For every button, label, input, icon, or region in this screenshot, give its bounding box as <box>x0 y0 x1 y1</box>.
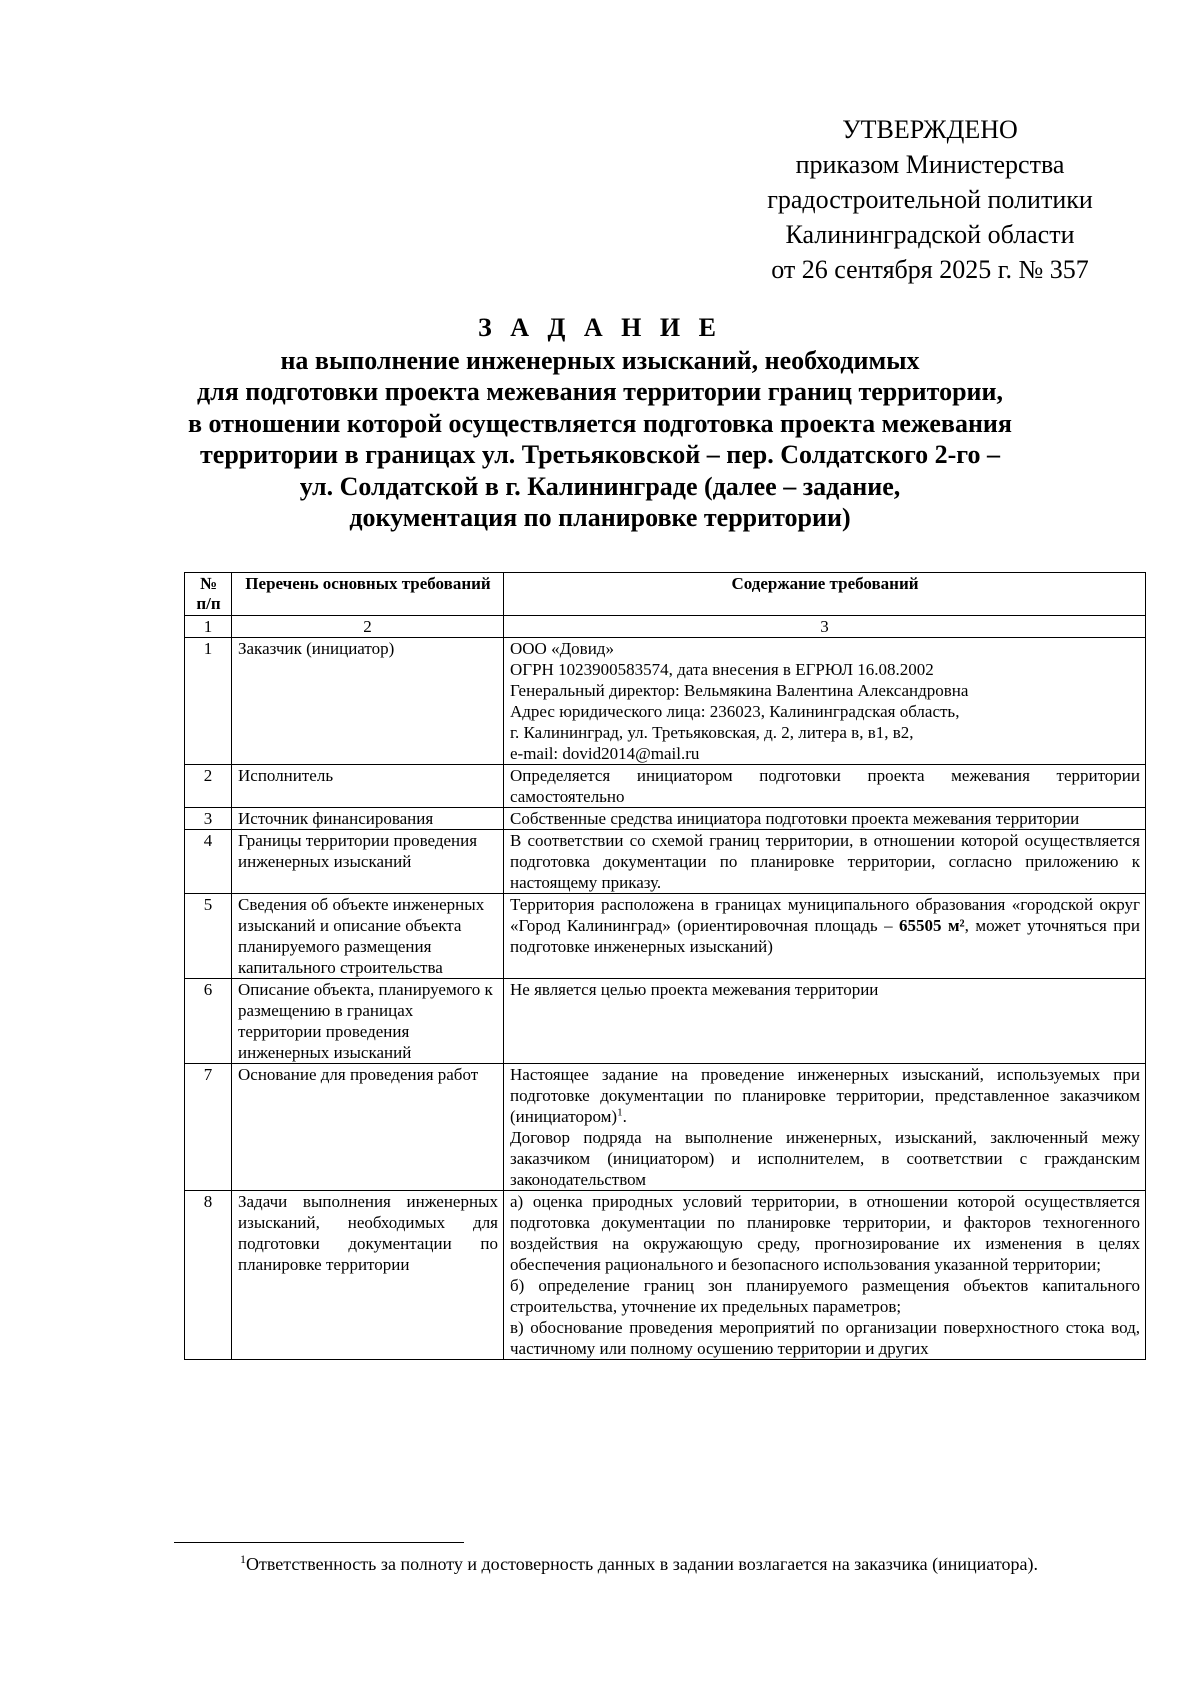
column-number-row <box>185 616 1146 638</box>
row-number: 6 <box>185 979 232 1064</box>
content-text: Настоящее задание на проведение инженерных изысканий, используемых при подготовке документации по планировке территории, представленное заказчиком (инициатором) <box>510 1065 1140 1126</box>
footnote-text: Ответственность за полноту и достоверность данных в задании возлагается на заказчика (инициатора). <box>246 1554 1038 1574</box>
title-line: для подготовки проекта межевания территории границ территории, <box>196 377 1004 406</box>
column-number: 1 <box>185 616 232 638</box>
title-line: документация по планировке территории) <box>349 503 851 532</box>
row-content <box>504 894 1146 979</box>
row-requirement: Сведения об объекте инженерных изысканий и описание объекта планируемого размещения капитального строительства <box>232 894 504 979</box>
row-number: 5 <box>185 894 232 979</box>
table-row <box>185 894 1146 979</box>
customer-name: ООО «Довид» <box>510 639 614 658</box>
row-content <box>504 638 1146 765</box>
footnote <box>240 1553 1160 1575</box>
task-item: б) определение границ зон планируемого размещения объектов капитального строительства, уточнение их предельных параметров; <box>510 1276 1140 1316</box>
row-content <box>504 1064 1146 1191</box>
customer-address: г. Калининград, ул. Третьяковская, д. 2, литера в, в1, в2, <box>510 723 914 742</box>
row-number: 2 <box>185 765 232 808</box>
approval-order-line: приказом Министерства <box>795 150 1065 179</box>
document-title <box>140 312 1060 534</box>
row-requirement: Описание объекта, планируемого к размещению в границах территории проведения инженерных изысканий <box>232 979 504 1064</box>
approval-date-line: от 26 сентября 2025 г. № 357 <box>771 255 1089 284</box>
area-value: 65505 м² <box>899 916 965 935</box>
content-text: Территория расположена в границах муниципального образования «городской округ «Город Калининград» (ориентировочная площадь – <box>510 895 1140 935</box>
approval-ministry-line: градостроительной политики <box>767 185 1093 214</box>
row-requirement: Исполнитель <box>232 765 504 808</box>
row-requirement: Источник финансирования <box>232 808 504 830</box>
content-text: . <box>622 1107 627 1126</box>
row-content <box>504 1191 1146 1360</box>
title-line: в отношении которой осуществляется подготовка проекта межевания <box>188 408 1012 438</box>
task-item: в) обоснование проведения мероприятий по организации поверхностного стока вод, частичному или полному осушению территории и других <box>510 1318 1140 1358</box>
content-paragraph <box>510 1064 1140 1127</box>
customer-director: Генеральный директор: Вельмякина Валентина Александровна <box>510 681 969 700</box>
table-row <box>185 1064 1146 1191</box>
table-row <box>185 638 1146 765</box>
footnote-marker: 1 <box>240 1552 246 1566</box>
column-number: 2 <box>232 616 504 638</box>
title-line: на выполнение инженерных изысканий, необходимых <box>280 345 920 375</box>
title-line: территории в границах ул. Третьяковской – пер. Солдатского 2-го – <box>200 440 1000 469</box>
footnote-ref: 1 <box>617 1106 623 1119</box>
table-header-row <box>185 573 1146 616</box>
row-requirement: Границы территории проведения инженерных изысканий <box>232 830 504 894</box>
row-number: 4 <box>185 830 232 894</box>
row-content: Определяется инициатором подготовки проекта межевания территории самостоятельно <box>504 765 1146 808</box>
row-number: 8 <box>185 1191 232 1360</box>
row-requirement: Основание для проведения работ <box>232 1064 504 1191</box>
column-number: 3 <box>504 616 1146 638</box>
row-content: Собственные средства инициатора подготовки проекта межевания территории <box>504 808 1146 830</box>
requirements-table <box>184 572 1146 1360</box>
row-number: 3 <box>185 808 232 830</box>
content-paragraph: Договор подряда на выполнение инженерных, изысканий, заключенный межу заказчиком (инициатором) и исполнителем, в соответствии с гражданским законодательством <box>510 1128 1140 1189</box>
table-row <box>185 1191 1146 1360</box>
customer-email: e-mail: dovid2014@mail.ru <box>510 744 700 763</box>
approval-region-line: Калининградской области <box>785 220 1075 249</box>
table-row <box>185 979 1146 1064</box>
row-requirement: Заказчик (инициатор) <box>232 638 504 765</box>
header-requirement: Перечень основных требований <box>232 573 504 616</box>
customer-ogrn: ОГРН 1023900583574, дата внесения в ЕГРЮЛ 16.08.2002 <box>510 660 934 679</box>
row-content: Не является целью проекта межевания территории <box>504 979 1146 1064</box>
title-line: ул. Солдатской в г. Калининграде (далее – задание, <box>299 471 901 501</box>
title-heading: З А Д А Н И Е <box>478 313 722 342</box>
row-number: 1 <box>185 638 232 765</box>
row-requirement: Задачи выполнения инженерных изысканий, необходимых для подготовки документации по планировке территории <box>232 1191 504 1360</box>
customer-address: Адрес юридического лица: 236023, Калининградская область, <box>510 702 960 721</box>
task-item: а) оценка природных условий территории, в отношении которой осуществляется подготовка документации по планировке территории, и факторов техногенного воздействия на окружающую среду, прогнозирование их изменения в целях обеспечения рационального и безопасного использования указанной территории; <box>510 1192 1140 1274</box>
row-content: В соответствии со схемой границ территории, в отношении которой осуществляется подготовка документации по планировке территории, согласно приложению к настоящему приказу. <box>504 830 1146 894</box>
table-row <box>185 808 1146 830</box>
row-number: 7 <box>185 1064 232 1191</box>
header-num: № п/п <box>185 573 232 616</box>
approval-block <box>740 112 1120 287</box>
header-content: Содержание требований <box>504 573 1146 616</box>
approval-status: УТВЕРЖДЕНО <box>842 115 1018 144</box>
table-row <box>185 765 1146 808</box>
footnote-separator <box>174 1542 464 1543</box>
table-row <box>185 830 1146 894</box>
content-text: , может уточняться при подготовке инженерных изысканий) <box>510 916 1140 956</box>
